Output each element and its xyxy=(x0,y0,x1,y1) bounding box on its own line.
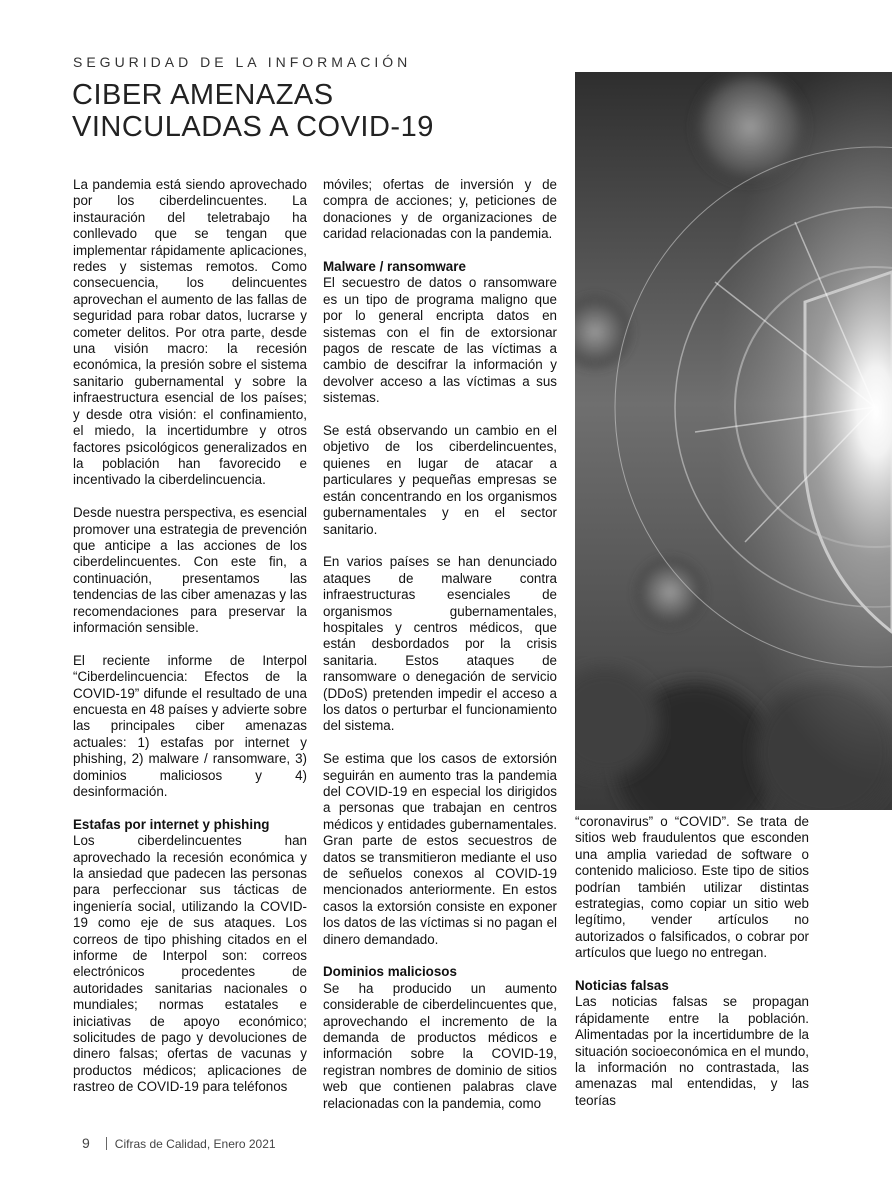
footer-divider xyxy=(106,1137,107,1150)
paragraph: Se estima que los casos de extorsión seguirán en aumento tras la pandemia del COVID-19 en especial los dirigidos a personas que trabajan en centros médicos y entidades gubernamentales. Gran parte de estos secuestros de datos se transmitieron mediante el uso de señuelos conexos al COVID-19 mencionados anteriormente. En estos casos la extorsión consiste en exponer los datos de las víctimas si no pagan el dinero demandado. xyxy=(323,751,557,947)
paragraph: Se ha producido un aumento considerable de ciberdelincuentes que, aprovechando el incremento de la demanda de productos médicos e información sobre la COVID-19, registran nombres de dominio de sitios web que contienen palabras clave relacionadas con la pandemia, como xyxy=(323,980,557,1111)
title-line-2: VINCULADAS A COVID-19 xyxy=(72,111,434,143)
paragraph: móviles; ofertas de inversión y de compra de acciones; y, peticiones de donaciones y de organizaciones de caridad relacionadas con la pandemia. xyxy=(323,177,557,242)
text-column-1 xyxy=(73,177,307,1096)
section-heading-malware: Malware / ransomware xyxy=(323,259,466,275)
paragraph: El reciente informe de Interpol “Ciberdelincuencia: Efectos de la COVID-19” difunde el resultado de una encuesta en 48 países y advierte sobre las principales ciber amenazas actuales: 1) estafas por internet y phishing, 2) malware / ransomware, 3) dominios maliciosos y 4) desinformación. xyxy=(73,652,307,799)
paragraph: Las noticias falsas se propagan rápidamente entre la población. Alimentadas por la incertidumbre de la situación socioeconómica en el mundo, la información no contrastada, las amenazas mal entendidas, y las teorías xyxy=(575,994,809,1108)
section-heading-phishing: Estafas por internet y phishing xyxy=(73,816,270,832)
paragraph: El secuestro de datos o ransomware es un tipo de programa maligno que por lo general encripta datos en sistemas con el fin de extorsionar pagos de rescate de las víctimas a cambio de descifrar la información y devolver acceso a las víctimas a sus sistemas. xyxy=(323,275,557,406)
title-line-1: CIBER AMENAZAS xyxy=(72,79,334,111)
section-heading-domains: Dominios maliciosos xyxy=(323,964,457,980)
paragraph: Se está observando un cambio en el objetivo de los ciberdelincuentes, quienes en lugar de atacar a particulares y pequeñas empresas se están concentrando en los organismos gubernamentales y en el sector sanitario. xyxy=(323,423,557,537)
page-footer xyxy=(82,1135,276,1151)
paragraph: La pandemia está siendo aprovechado por los ciberdelincuentes. La instauración del teletrabajo ha conllevado que se tengan que implementar rápidamente aplicaciones, redes y sistemas remotos. Como consecuencia, los delincuentes aprovechan el aumento de las fallas de seguridad para robar datos, lucrarse y cometer delitos. Por otra parte, desde una visión macro: la recesión económica, la presión sobre el sistema sanitario gubernamental y sobre la infraestructura esencial de los países; y desde otra visión: el confinamiento, el miedo, la incertidumbre y otros factores psicológicos generalizados en la población han favorecido e incentivado la ciberdelincuencia. xyxy=(73,177,307,488)
paragraph: “coronavirus” o “COVID”. Se trata de sitios web fraudulentos que esconden una amplia variedad de software o contenido malicioso. Este tipo de sitios podrían también utilizar distintas estrategias, como copiar un sitio web legítimo, vender artículos no autorizados o falsificados, o cobrar por artículos que luego no entregan. xyxy=(575,814,809,961)
paragraph: Los ciberdelincuentes han aprovechado la recesión económica y la ansiedad que padecen las personas para perfeccionar sus tácticas de ingeniería social, utilizando la COVID-19 como eje de sus ataques. Los correos de tipo phishing citados en el informe de Interpol son: correos electrónicos procedentes de autoridades sanitarias nacionales o mundiales; normas estatales e iniciativas de apoyo económico; solicitudes de pago y devoluciones de dinero falsas; ofertas de vacunas y productos médicos; aplicaciones de rastreo de COVID-19 para teléfonos xyxy=(73,833,307,1095)
hero-image-virus-shield xyxy=(575,72,892,810)
page-number: 9 xyxy=(82,1135,90,1151)
publication-name: Cifras de Calidad, Enero 2021 xyxy=(114,1137,276,1151)
article-title xyxy=(72,79,434,143)
text-column-2 xyxy=(323,177,557,1112)
section-kicker: SEGURIDAD DE LA INFORMACIÓN xyxy=(73,54,412,70)
text-column-3 xyxy=(575,814,809,1109)
paragraph: En varios países se han denunciado ataques de malware contra infraestructuras esenciales de organismos gubernamentales, hospitales y centros médicos, que están desbordados por la crisis sanitaria. Estos ataques de ransomware o denegación de servicio (DDoS) pretenden impedir el acceso a los datos o perturbar el funcionamiento del sistema. xyxy=(323,554,557,734)
section-heading-fake-news: Noticias falsas xyxy=(575,978,669,994)
paragraph: Desde nuestra perspectiva, es esencial promover una estrategia de prevención que anticipe a las acciones de los ciberdelincuentes. Con este fin, a continuación, presentamos las tendencias de las ciber amenazas y las recomendaciones para preservar la información sensible. xyxy=(73,505,307,635)
